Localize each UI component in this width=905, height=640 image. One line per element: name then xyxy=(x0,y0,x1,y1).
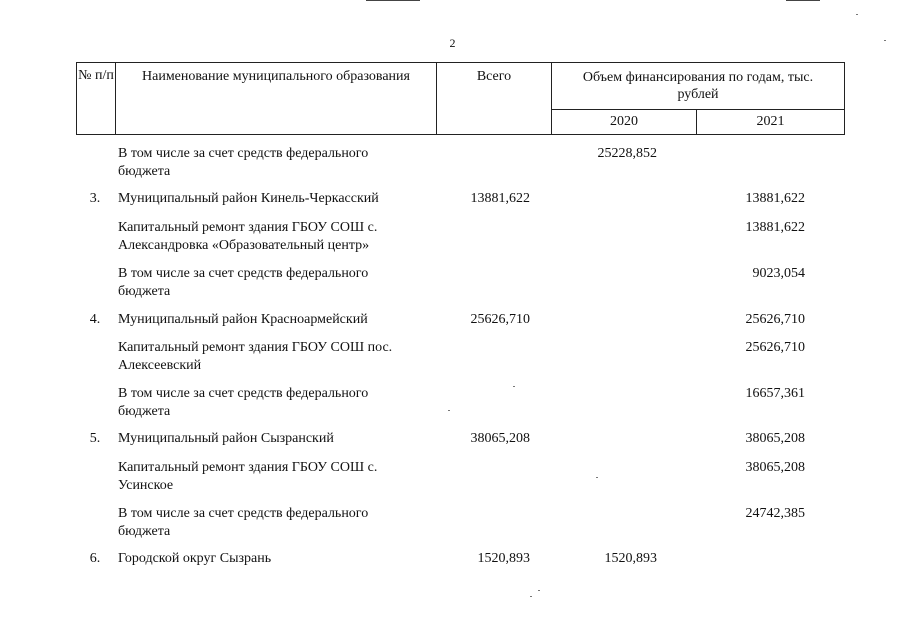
row-2021: 16657,361 xyxy=(745,386,805,401)
scan-speck xyxy=(596,477,598,478)
row-name: В том числе за счет средств федерального бюджета xyxy=(118,146,369,179)
table-header xyxy=(76,62,845,135)
scan-speck xyxy=(538,590,540,591)
row-name: Капитальный ремонт здания ГБОУ СОШ пос. Алексеевский xyxy=(118,340,393,373)
row-name: Капитальный ремонт здания ГБОУ СОШ с. Александровка «Образовательный центр» xyxy=(118,220,378,253)
row-total: 1520,893 xyxy=(477,551,530,566)
scan-speck xyxy=(884,40,886,41)
row-total: 13881,622 xyxy=(470,191,530,206)
header-financing xyxy=(552,63,845,110)
row-total: 38065,208 xyxy=(470,431,530,446)
row-num: 4. xyxy=(89,312,101,327)
top-rule-left xyxy=(366,0,420,1)
row-name: Муниципальный район Сызранский xyxy=(118,431,334,446)
row-total: 25626,710 xyxy=(470,312,530,327)
row-2020: 25228,852 xyxy=(597,146,657,161)
header-financing-label: Объем финансирования по годам, тыс. рублей xyxy=(582,70,814,102)
row-2021: 38065,208 xyxy=(745,431,805,446)
scan-speck xyxy=(856,14,858,15)
scan-speck xyxy=(448,410,450,411)
row-name: В том числе за счет средств федерального бюджета xyxy=(118,506,369,539)
row-name: В том числе за счет средств федерального бюджета xyxy=(118,386,369,419)
page-number: 2 xyxy=(449,36,456,50)
row-name: Муниципальный район Красноармейский xyxy=(118,312,368,327)
header-num xyxy=(77,63,116,135)
row-2021: 24742,385 xyxy=(745,506,805,521)
row-name: Капитальный ремонт здания ГБОУ СОШ с. Усинское xyxy=(118,460,378,493)
header-year-2021: 2021 xyxy=(697,110,845,135)
scan-speck xyxy=(513,386,515,387)
row-2021: 13881,622 xyxy=(745,220,805,235)
header-num-label: № п/п xyxy=(78,68,114,83)
row-name: Муниципальный район Кинель-Черкасский xyxy=(118,191,379,206)
scan-speck xyxy=(530,596,532,597)
row-2021: 25626,710 xyxy=(745,340,805,355)
row-2021: 9023,054 xyxy=(752,266,805,281)
row-num: 6. xyxy=(89,551,101,566)
header-name: Наименование муниципального образования xyxy=(116,63,437,135)
row-num: 5. xyxy=(89,431,101,446)
row-2020: 1520,893 xyxy=(604,551,657,566)
top-rule-right xyxy=(786,0,820,1)
row-2021: 13881,622 xyxy=(745,191,805,206)
row-2021: 38065,208 xyxy=(745,460,805,475)
header-year-2020: 2020 xyxy=(552,110,697,135)
row-name: Городской округ Сызрань xyxy=(118,551,272,566)
row-num: 3. xyxy=(89,191,101,206)
header-total: Всего xyxy=(437,63,552,135)
row-name: В том числе за счет средств федерального бюджета xyxy=(118,266,369,299)
row-2021: 25626,710 xyxy=(745,312,805,327)
